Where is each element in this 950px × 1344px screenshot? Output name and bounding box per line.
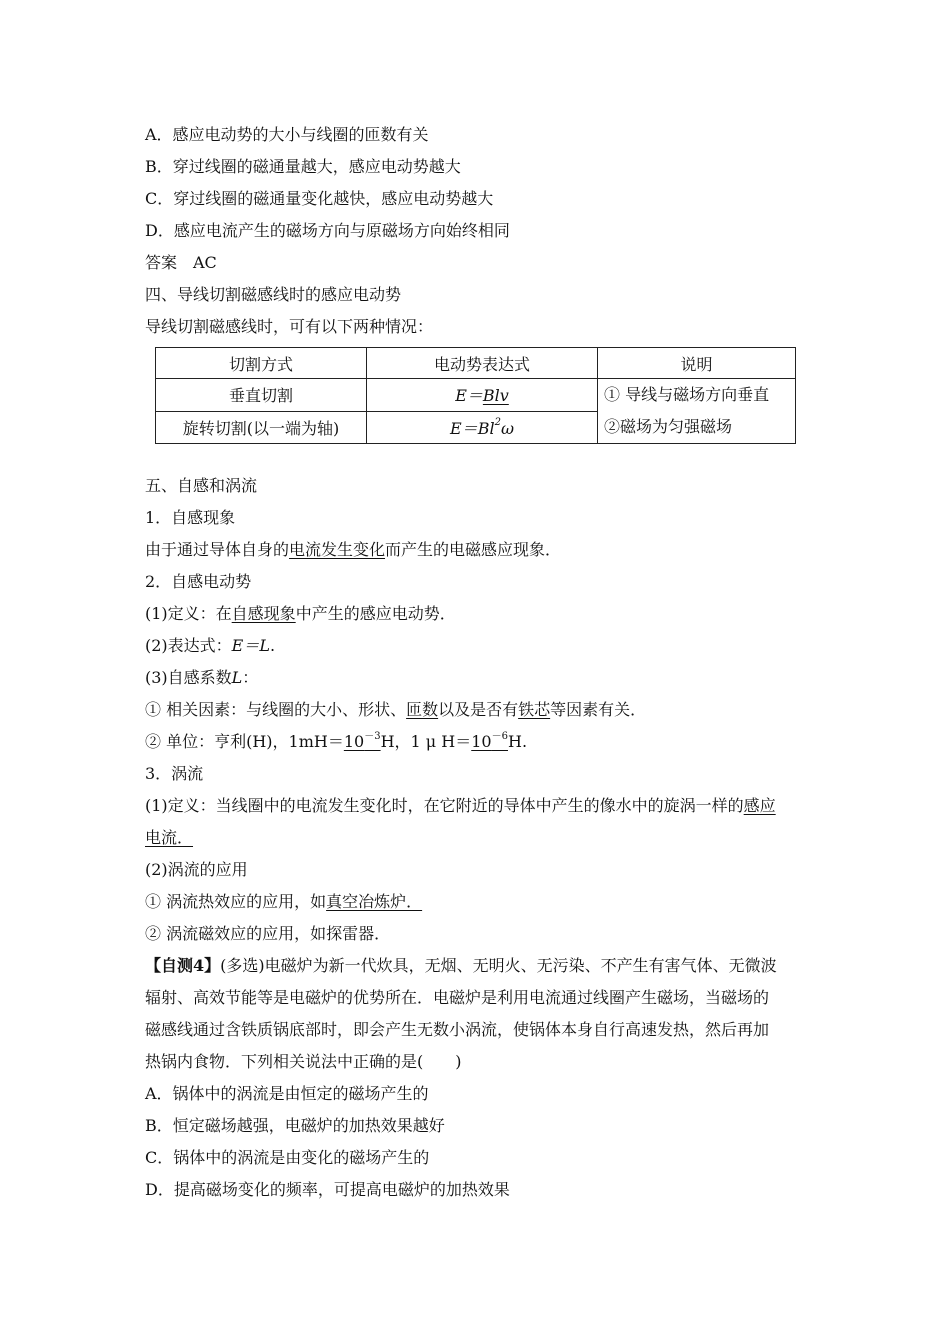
cell-formula	[367, 379, 598, 412]
emf-expression	[145, 636, 275, 656]
sub3-title: 3．涡流	[145, 764, 204, 783]
section4-title: 四、导线切割磁感线时的感应电动势	[145, 285, 402, 304]
text: H.	[507, 732, 528, 751]
eddy-app-thermal	[145, 892, 422, 912]
blank	[344, 732, 381, 751]
section4-intro: 导线切割磁感线时，可有以下两种情况：	[145, 317, 434, 336]
header-cell: 电动势表达式	[367, 348, 598, 379]
q4-stem-line3: 磁感线通过含铁质锅底部时，即会产生无数小涡流，使锅体本身自行高速发热，然后再加	[145, 1020, 770, 1039]
sub2-title: 2．自感电动势	[145, 572, 252, 591]
table-row	[156, 379, 796, 412]
q3-option-c: C．穿过线圈的磁通量变化越快，感应电动势越大	[145, 189, 494, 208]
text: (1)定义：在	[145, 604, 232, 623]
header-cell: 切割方式	[156, 348, 367, 379]
q3-answer: 答案 AC	[145, 253, 217, 272]
inductance-factors	[145, 700, 646, 720]
eddy-application-title: (2)涡流的应用	[145, 860, 248, 879]
text: 而产生的电磁感应现象．	[385, 540, 562, 559]
blank	[471, 732, 508, 751]
variable: L	[231, 668, 243, 687]
cell-notes	[598, 379, 796, 444]
base: 10	[471, 732, 492, 751]
q3-option-a: A．感应电动势的大小与线圈的匝数有关	[145, 125, 429, 144]
text: 由于通过导体自身的	[145, 540, 290, 559]
cell-mode: 垂直切割	[156, 379, 367, 412]
blank: 自感现象	[231, 604, 296, 623]
base: 10	[343, 732, 365, 751]
text: 中产生的感应电动势．	[295, 604, 456, 623]
table-header-row	[156, 348, 796, 379]
inductance-unit	[145, 732, 527, 752]
exponent: －6	[491, 730, 508, 742]
q4-stem-line2: 辐射、高效节能等是电磁炉的优势所在．电磁炉是利用电流通过线圈产生磁场，当磁场的	[145, 988, 770, 1007]
text: ① 相关因素：与线圈的大小、形状、	[145, 700, 407, 719]
note-1: ① 导线与磁场方向垂直	[604, 385, 770, 404]
blank: 电流．	[145, 828, 194, 847]
text: 等因素有关．	[550, 700, 647, 719]
cutting-emf-table	[155, 347, 796, 444]
text: (2)表达式：	[145, 636, 232, 655]
q4-option-b: B．恒定磁场越强，电磁炉的加热效果越好	[145, 1116, 445, 1135]
text: .	[269, 636, 276, 655]
formula-bl: Bl	[477, 418, 495, 438]
blank: 匝数	[406, 700, 439, 719]
formula: E＝L	[231, 636, 270, 655]
exponent: －3	[364, 730, 381, 742]
emf-definition	[145, 604, 456, 624]
text: (1)定义：当线圈中的电流发生变化时，在它附近的导体中产生的像水中的旋涡一样的	[145, 796, 744, 815]
formula-omega: ω	[500, 418, 514, 438]
cell-formula	[367, 411, 598, 444]
eddy-definition-cont	[145, 828, 193, 848]
text: H，1 μ H＝	[380, 732, 472, 751]
text: 以及是否有	[438, 700, 519, 719]
question-tag: 【自测4】	[145, 956, 221, 975]
formula-prefix: E＝	[450, 418, 478, 438]
formula-prefix: E＝	[455, 386, 483, 406]
q3-option-b: B．穿过线圈的磁通量越大，感应电动势越大	[145, 157, 461, 176]
eddy-app-magnetic: ② 涡流磁效应的应用，如探雷器．	[145, 924, 391, 943]
text: (多选)电磁炉为新一代炊具，无烟、无明火、无污染、不产生有害气体、无微波	[220, 956, 777, 975]
formula-blank: Blv	[482, 386, 509, 406]
header-cell: 说明	[598, 348, 796, 379]
text: (3)自感系数	[145, 668, 232, 687]
eddy-definition	[145, 796, 776, 816]
note-2: ②磁场为匀强磁场	[604, 417, 733, 436]
blank: 真空冶炼炉．	[326, 892, 423, 911]
self-induction-definition	[145, 540, 561, 560]
text: ② 单位：亨利(H)，1mH＝	[145, 732, 344, 751]
formula-exponent: 2	[494, 417, 501, 429]
q4-stem-line1	[145, 956, 777, 976]
q4-option-d: D．提高磁场变化的频率，可提高电磁炉的加热效果	[145, 1180, 510, 1199]
inductance-title	[145, 668, 258, 688]
blank: 铁芯	[518, 700, 551, 719]
section5-title: 五、自感和涡流	[145, 476, 258, 495]
text: ① 涡流热效应的应用，如	[145, 892, 327, 911]
q4-stem-line4: 热锅内食物．下列相关说法中正确的是( )	[145, 1052, 462, 1071]
cell-mode: 旋转切割(以一端为轴)	[156, 411, 367, 444]
text: ：	[242, 668, 259, 687]
q4-option-a: A．锅体中的涡流是由恒定的磁场产生的	[145, 1084, 429, 1103]
blank: 电流发生变化	[289, 540, 386, 559]
sub1-title: 1．自感现象	[145, 508, 236, 527]
q4-option-c: C．锅体中的涡流是由变化的磁场产生的	[145, 1148, 430, 1167]
blank: 感应	[743, 796, 776, 815]
q3-option-d: D．感应电流产生的磁场方向与原磁场方向始终相同	[145, 221, 510, 240]
